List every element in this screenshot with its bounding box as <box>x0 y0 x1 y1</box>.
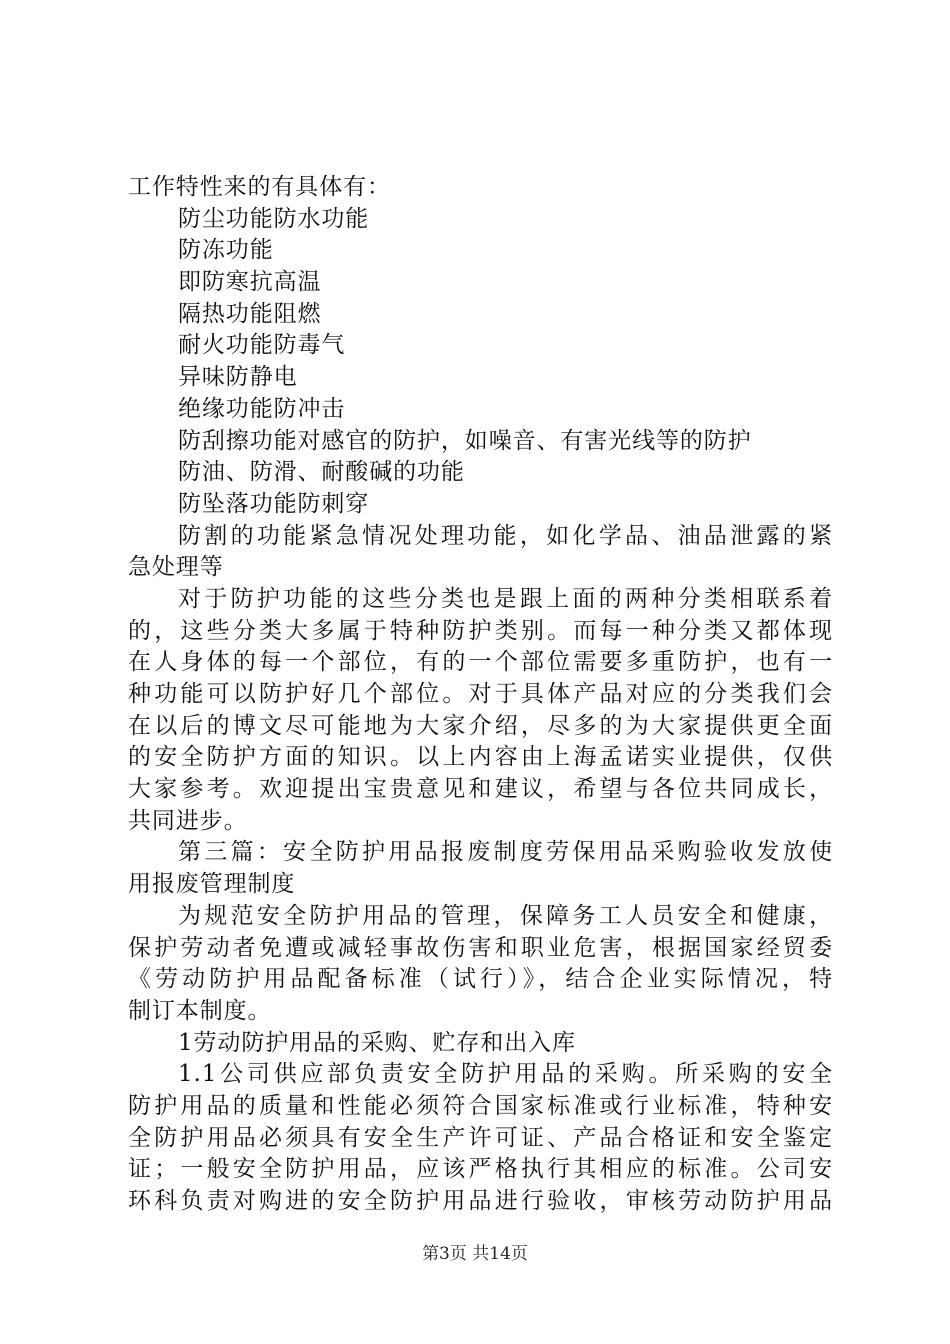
text-line: 的，这些分类大多属于特种防护类别。而每一种分类又都体现 <box>128 617 833 644</box>
text-line: 的安全防护方面的知识。以上内容由上海孟诺实业提供，仅供 <box>128 744 833 771</box>
text-line: 1劳动防护用品的采购、贮存和出入库 <box>178 1029 576 1056</box>
text-line: 隔热功能阻燃 <box>178 300 322 327</box>
text-line: 1.1公司供应部负责安全防护用品的采购。所采购的安全 <box>178 1061 833 1088</box>
text-line: 防刮擦功能对感官的防护，如噪音、有害光线等的防护 <box>178 427 752 454</box>
text-line: 异味防静电 <box>178 364 298 391</box>
text-line: 为规范安全防护用品的管理，保障务工人员安全和健康， <box>178 902 833 929</box>
text-line: 在人身体的每一个部位，有的一个部位需要多重防护，也有一 <box>128 649 833 676</box>
text-line: 在以后的博文尽可能地为大家介绍，尽多的为大家提供更全面 <box>128 712 833 739</box>
page-footer: 第3页 共14页 <box>422 1244 528 1264</box>
text-line: 绝缘功能防冲击 <box>178 395 346 422</box>
text-line: 防割的功能紧急情况处理功能，如化学品、油品泄露的紧 <box>178 522 833 549</box>
text-line: 证；一般安全防护用品，应该严格执行其相应的标准。公司安 <box>128 1156 833 1183</box>
document-body <box>128 172 833 1218</box>
text-line: 防坠落功能防刺穿 <box>178 490 370 517</box>
text-line: 防护用品的质量和性能必须符合国家标准或行业标准，特种安 <box>128 1092 833 1119</box>
text-line: 《劳动防护用品配备标准（试行）》，结合企业实际情况，特 <box>128 966 833 993</box>
text-line: 工作特性来的有具体有： <box>128 174 391 200</box>
text-line: 耐火功能防毒气 <box>178 332 346 359</box>
text-line: 即防寒抗高温 <box>178 269 322 296</box>
text-line: 对于防护功能的这些分类也是跟上面的两种分类相联系着 <box>178 585 833 612</box>
text-line: 制订本制度。 <box>128 997 272 1024</box>
text-line: 全防护用品必须具有安全生产许可证、产品合格证和安全鉴定 <box>128 1124 833 1151</box>
text-line: 急处理等 <box>128 554 224 581</box>
text-line: 种功能可以防护好几个部位。对于具体产品对应的分类我们会 <box>128 681 833 707</box>
text-line: 用报废管理制度 <box>128 871 296 898</box>
text-line: 防尘功能防水功能 <box>178 205 370 232</box>
text-line: 第三篇：安全防护用品报废制度劳保用品采购验收发放使 <box>178 839 833 866</box>
text-line: 防油、防滑、耐酸碱的功能 <box>178 459 465 486</box>
text-line: 环科负责对购进的安全防护用品进行验收，审核劳动防护用品 <box>128 1188 833 1214</box>
text-line: 大家参考。欢迎提出宝贵意见和建议，希望与各位共同成长， <box>128 776 833 803</box>
text-line: 保护劳动者免遭或减轻事故伤害和职业危害，根据国家经贸委 <box>128 934 833 961</box>
text-line: 防冻功能 <box>178 237 274 264</box>
text-line: 共同进步。 <box>128 807 248 834</box>
